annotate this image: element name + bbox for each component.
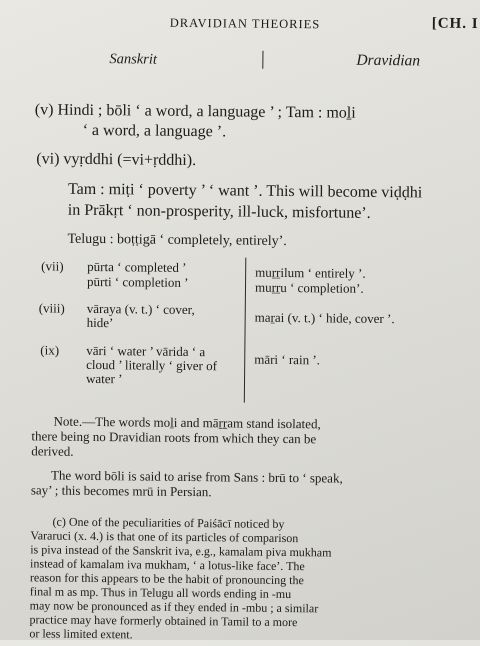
entry-vii-right-2: muṟṟu ‘ completion’. [254, 279, 364, 296]
entry-v-line-1: (v) Hindi ; bōli ‘ a word, a language ’ ; Tam : moḻi [34, 101, 356, 122]
column-divider-top [262, 51, 263, 69]
paisaci-paragraph-line-6: final m as mp. Thus in Telugu all words ending in -mu [29, 584, 292, 602]
paisaci-paragraph-line-7: may now be pronounced as if they ended in -mbu ; a similar [29, 598, 319, 616]
entry-viii-right: maṟai (v. t.) ‘ hide, cover ’. [254, 309, 395, 327]
entry-vii-right-1: muṟṟilum ‘ entirely ’. [255, 264, 366, 281]
paisaci-paragraph-line-9: or less limited extent. [29, 626, 133, 642]
paisaci-paragraph-line-4: instead of kamalam iva mukham, ‘ a lotus-like face’. The [30, 556, 305, 574]
entry-vi-line-1: (vi) vyṛddhi (=vi+ṛddhi). [36, 150, 197, 170]
column-heading-sanskrit: Sanskrit [109, 51, 157, 68]
note-line-2: there being no Dravidian roots from which they can be [31, 428, 317, 447]
entry-viii-left-1: vāraya (v. t.) ‘ cover, [86, 300, 195, 318]
entry-vii-number: (vii) [41, 258, 64, 274]
entry-ix-left-2: cloud ’ literally ‘ giver of [86, 356, 218, 374]
entry-vi-line-2: Tam : miṭi ‘ poverty ’ ‘ want ’. This will become viḍḍhi [67, 180, 423, 202]
note-line-1: Note.—The words moḻi and māṟṟam stand isolated, [53, 413, 321, 432]
entry-vii-left-1: pūrta ‘ completed ’ [87, 258, 187, 275]
entry-ix-right: māri ‘ rain ’. [254, 351, 321, 368]
entry-vi-line-4: Telugu : boṭṭigā ‘ completely, entirely’. [67, 231, 287, 250]
entry-viii-left-2: hide’ [86, 314, 114, 331]
column-heading-dravidian: Dravidian [356, 51, 421, 70]
column-divider-table [244, 258, 247, 403]
entry-viii-number: (viii) [38, 300, 65, 316]
boli-paragraph-line-1: The word bōli is said to arise from Sans : brū to ‘ speak, [50, 467, 343, 486]
paisaci-paragraph-line-1: (c) One of the peculiarities of Paiśācī noticed by [52, 514, 285, 532]
boli-paragraph-line-2: say’ ; this becomes mrū in Persian. [30, 482, 212, 500]
entry-vii-left-2: pūrti ‘ completion ’ [86, 273, 189, 290]
paisaci-paragraph-line-5: reason for this appears to be the habit of pronouncing the [29, 570, 304, 588]
entry-ix-left-3: water ’ [85, 370, 123, 387]
chapter-label: [CH. I [431, 15, 479, 33]
paisaci-paragraph-line-3: is piva instead of the Sanskrit iva, e.g., kamalam piva mukham [30, 542, 332, 560]
paisaci-paragraph-line-2: Vararuci (x. 4.) is that one of its particles of comparison [30, 528, 299, 546]
entry-ix-left-1: vāri ‘ water ’ vārida ‘ a [86, 342, 206, 360]
paisaci-paragraph-line-8: practice may have formerly obtained in Tamil to a more [29, 612, 298, 630]
note-line-3: derived. [31, 443, 74, 459]
entry-v-line-2: ‘ a word, a language ’. [82, 121, 227, 141]
running-header-title: DRAVIDIAN THEORIES [169, 15, 321, 32]
entry-vi-line-3: in Prākṛt ‘ non-prosperity, ill-luck, misfortune’. [67, 201, 371, 222]
entry-ix-number: (ix) [40, 342, 60, 358]
